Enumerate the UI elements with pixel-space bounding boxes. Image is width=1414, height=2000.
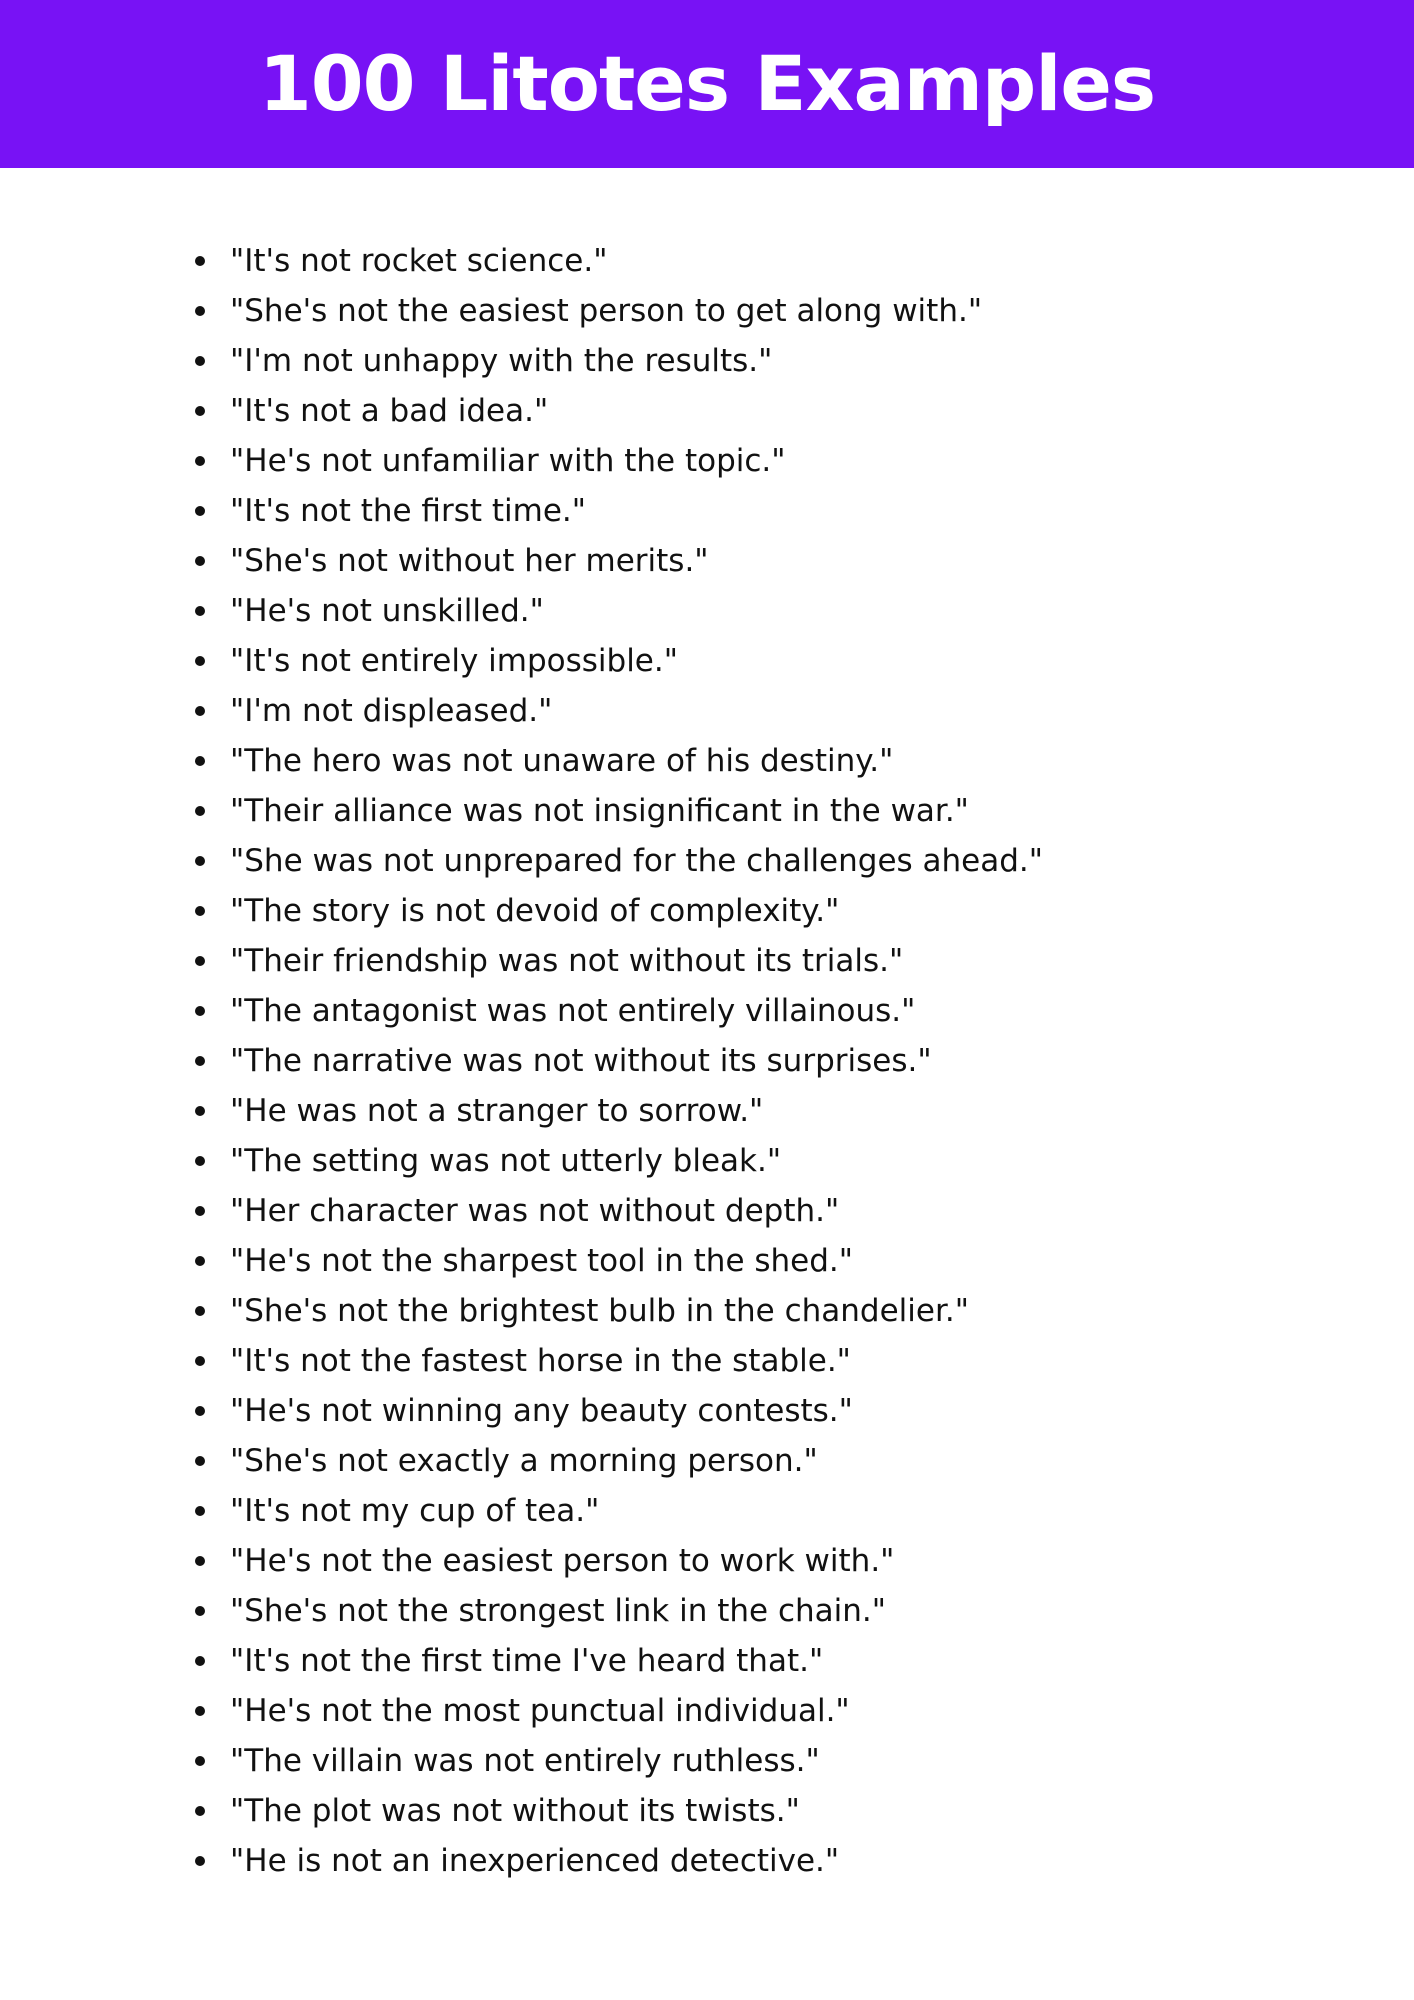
- list-item: [0, 636, 1043, 686]
- page-title: 100 Litotes Examples: [258, 39, 1156, 128]
- bullet-icon: [195, 1756, 205, 1766]
- example-text: "He's not the most punctual individual.": [230, 1693, 850, 1729]
- list-item: [0, 1686, 1043, 1736]
- bullet-icon: [195, 706, 205, 716]
- example-text: "It's not rocket science.": [230, 243, 608, 279]
- bullet-icon: [195, 606, 205, 616]
- example-text: "She's not exactly a morning person.": [230, 1443, 818, 1479]
- example-text: "He's not winning any beauty contests.": [230, 1393, 853, 1429]
- example-text: "Their alliance was not insignificant in the war.": [230, 793, 969, 829]
- example-text: "The story is not devoid of complexity.": [230, 893, 840, 929]
- list-item: [0, 336, 1043, 386]
- list-item: [0, 936, 1043, 986]
- list-item: [0, 1786, 1043, 1836]
- list-item: [0, 1586, 1043, 1636]
- example-text: "It's not the first time.": [230, 493, 587, 529]
- bullet-icon: [195, 406, 205, 416]
- bullet-icon: [195, 1506, 205, 1516]
- example-text: "It's not the first time I've heard that.": [230, 1643, 824, 1679]
- example-text: "Their friendship was not without its trials.": [230, 943, 904, 979]
- example-text: "He's not unskilled.": [230, 593, 544, 629]
- example-text: "She was not unprepared for the challenges ahead.": [230, 843, 1044, 879]
- example-text: "The hero was not unaware of his destiny.": [230, 743, 894, 779]
- example-text: "He's not the easiest person to work with.": [230, 1543, 895, 1579]
- example-text: "She's not the strongest link in the chain.": [230, 1593, 887, 1629]
- list-item: [0, 1036, 1043, 1086]
- bullet-icon: [195, 306, 205, 316]
- bullet-icon: [195, 1156, 205, 1166]
- example-text: "It's not the fastest horse in the stable.": [230, 1343, 851, 1379]
- list-item: [0, 686, 1043, 736]
- example-text: "He was not a stranger to sorrow.": [230, 1093, 764, 1129]
- example-text: "The narrative was not without its surprises.": [230, 1043, 932, 1079]
- list-item: [0, 1136, 1043, 1186]
- examples-list: [0, 236, 1043, 1886]
- list-item: [0, 1836, 1043, 1886]
- bullet-icon: [195, 506, 205, 516]
- bullet-icon: [195, 556, 205, 566]
- list-item: [0, 986, 1043, 1036]
- bullet-icon: [195, 1556, 205, 1566]
- example-text: "I'm not displeased.": [230, 693, 553, 729]
- example-text: "She's not without her merits.": [230, 543, 709, 579]
- bullet-icon: [195, 1406, 205, 1416]
- list-item: [0, 286, 1043, 336]
- bullet-icon: [195, 756, 205, 766]
- bullet-icon: [195, 906, 205, 916]
- list-item: [0, 1236, 1043, 1286]
- example-text: "He's not the sharpest tool in the shed.": [230, 1243, 854, 1279]
- list-item: [0, 486, 1043, 536]
- example-text: "It's not entirely impossible.": [230, 643, 678, 679]
- bullet-icon: [195, 1806, 205, 1816]
- example-text: "It's not a bad idea.": [230, 393, 549, 429]
- bullet-icon: [195, 456, 205, 466]
- bullet-icon: [195, 1606, 205, 1616]
- bullet-icon: [195, 1356, 205, 1366]
- list-item: [0, 1636, 1043, 1686]
- list-item: [0, 586, 1043, 636]
- list-item: [0, 836, 1043, 886]
- list-item: [0, 536, 1043, 586]
- bullet-icon: [195, 356, 205, 366]
- bullet-icon: [195, 1206, 205, 1216]
- list-item: [0, 386, 1043, 436]
- list-item: [0, 786, 1043, 836]
- list-item: [0, 1286, 1043, 1336]
- list-item: [0, 1186, 1043, 1236]
- bullet-icon: [195, 256, 205, 266]
- list-item: [0, 1486, 1043, 1536]
- example-text: "She's not the brightest bulb in the chandelier.": [230, 1293, 969, 1329]
- bullet-icon: [195, 1856, 205, 1866]
- example-text: "The setting was not utterly bleak.": [230, 1143, 782, 1179]
- example-text: "She's not the easiest person to get along with.": [230, 293, 983, 329]
- bullet-icon: [195, 1106, 205, 1116]
- bullet-icon: [195, 1006, 205, 1016]
- example-text: "The villain was not entirely ruthless.": [230, 1743, 820, 1779]
- bullet-icon: [195, 956, 205, 966]
- list-item: [0, 1736, 1043, 1786]
- list-item: [0, 1086, 1043, 1136]
- list-item: [0, 1336, 1043, 1386]
- example-text: "He is not an inexperienced detective.": [230, 1843, 840, 1879]
- bullet-icon: [195, 1256, 205, 1266]
- bullet-icon: [195, 1656, 205, 1666]
- bullet-icon: [195, 1056, 205, 1066]
- bullet-icon: [195, 1306, 205, 1316]
- example-text: "I'm not unhappy with the results.": [230, 343, 773, 379]
- example-text: "The antagonist was not entirely villainous.": [230, 993, 916, 1029]
- list-item: [0, 236, 1043, 286]
- header-banner: [0, 0, 1414, 168]
- list-item: [0, 1386, 1043, 1436]
- example-text: "He's not unfamiliar with the topic.": [230, 443, 786, 479]
- bullet-icon: [195, 856, 205, 866]
- bullet-icon: [195, 806, 205, 816]
- list-item: [0, 886, 1043, 936]
- list-item: [0, 736, 1043, 786]
- list-item: [0, 436, 1043, 486]
- list-item: [0, 1536, 1043, 1586]
- bullet-icon: [195, 1706, 205, 1716]
- example-text: "Her character was not without depth.": [230, 1193, 840, 1229]
- example-text: "The plot was not without its twists.": [230, 1793, 800, 1829]
- list-item: [0, 1436, 1043, 1486]
- bullet-icon: [195, 656, 205, 666]
- example-text: "It's not my cup of tea.": [230, 1493, 600, 1529]
- bullet-icon: [195, 1456, 205, 1466]
